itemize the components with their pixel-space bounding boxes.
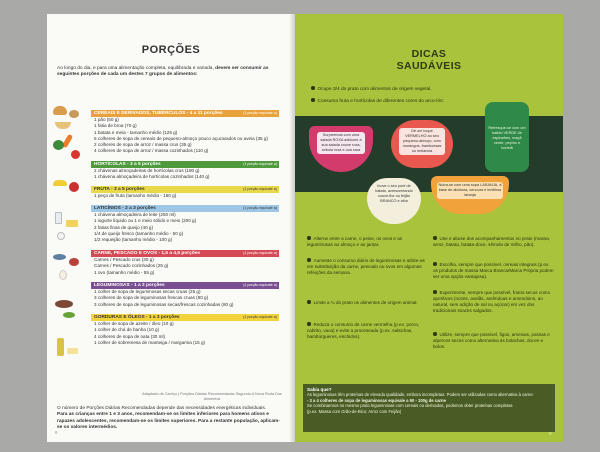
tip-bullet: Alterne entre a carne, o peixe, os ovos e as leguminosas ao almoço e ao jantar. [307,236,403,247]
group-title-bar: HORTÍCOLAS - 3 a 5 porções (1 porção equivale a) [91,161,279,168]
portion-line: 1 peça de fruta (tamanho médio - 160 g) [94,193,177,198]
group-horticolas [91,161,279,181]
portion-line: 1 colher de sopa de leguminosas secas cruas (25 g) [94,289,201,294]
group-title-bar: CARNE, PESCADO E OVOS - 1,5 a 4,5 porções (1 porção equivale a) [91,250,279,257]
bowl-caption: Surpreenda com uma salada ROXA adicione à sua salada couve roxa, cebola roxa e uva rosa [317,132,365,154]
fish-icon [53,254,66,260]
bowl-caption: Refresque-se com um batido VERDE de espinafres, maçã verde, pepino e hortelã [488,126,526,150]
bullet-dot-icon [311,86,315,90]
bullet-dot-icon [307,236,311,240]
portion-line: 5 colheres de sopa de cereais de pequeno-almoço pouco açucarados ou aveia (35 g) [94,135,268,141]
tip-bullet: Aumente o consumo diário de leguminosas e utilize-as em substituição da carne, pescado ou ovos em algumas refeições da semana. [307,258,425,275]
portion-line: 4 colheres de sopa de arroz / massa cozinhados (110 g) [94,148,209,154]
bowl-caption: Inove o seu puré de batata, acrescentando couve-flor ou feijão BRANCO e alho [375,184,413,203]
tip-bullet: Limite a ¼ do prato os alimentos de origem animal. [307,300,425,306]
portion-line: 1 iogurte líquido ou 1 e meio sólido e meio (200 g) [94,218,197,224]
broccoli-icon [53,140,64,150]
group-title-bar: CEREAIS E DERIVADOS, TUBÉRCULOS - 4 a 11 porções (1 porção equivale a) [91,110,279,117]
bullet-dot-icon [433,290,437,294]
tip-bullet: Reduza o consumo de carne vermelha (p.ex. porco, cabrito, vaca) e evite a processada (p.ex. salsichas, hambúrgueres, enchidos). [307,322,420,339]
bread-icon [53,106,67,115]
egg-icon [59,270,67,280]
rainbow-dishes-band [295,116,563,192]
info-line: As leguminosas têm proteínas de elevada qualidade, embora incompletas. Podem ser utilizadas como alternativa à carne: [307,392,534,397]
tip-bullet: Consuma fruta e hortícolas de diferentes cores do arco-íris: [311,98,551,105]
apple-icon [69,182,79,192]
yogurt-icon [57,232,65,240]
portion-line: 2 colheres de sopa de arroz / massa crus (35 g) [94,142,192,148]
footnote-text: O número de Porções Diárias Recomendadas depende das necessidades energéticas individuais. Para as crianças entre 1 e 3 anos, recomendam-se os limites inferiores para homens ativos e rapazes adolescentes, recomendam-se os limites superiores. Para a restante população, aplicam-se os valores intermédios. [57,406,280,431]
green-smoothie-icon [485,102,529,172]
bullet-dot-icon [433,262,437,266]
purple-bowl-icon [309,126,373,172]
tip-bullet: Utilize, sempre que possível, figos, ameixas, passas e alperces secos como alternativa às bolachas, doces e bolos. [433,332,550,349]
portion-line: 1 fatia de broa (70 g) [94,123,137,129]
group-title-bar: GORDURAS E ÓLEOS - 1 a 3 porções (1 porção equivale a) [91,314,279,321]
cereal-bowl-icon [55,122,71,129]
group-carne-pescado-ovos [91,250,279,276]
portion-line: 3 colheres de sopa de leguminosas frescas cruas (80 g) [94,295,209,301]
bowl-caption: Dê um toque VERMELHO ao seu pequeno-almoço, com morangos, framboesas ou melancia [399,128,445,155]
intro-text: Ao longo do dia, e para uma alimentação completa, equilibrada e variada, devem ser consumir as seguintes porções de cada um destes 7 grupos de alimentos: [57,66,269,78]
info-title: Sabia que? [307,387,332,392]
portion-line: 4 colheres de sopa de nata (30 ml) [94,333,165,339]
oil-bottle-icon [57,338,64,356]
banana-icon [53,180,67,186]
portion-line: Carnes / Pescado crus (30 g) [94,257,154,262]
bullet-dot-icon [307,258,311,262]
portion-line: 1 colher de sobremesa de manteiga / margarina (15 g) [94,339,206,345]
source-credit: Adaptado de Carriço | Porções Diárias Recomendadas Segundo A Nova Roda Dos Alimentos [142,392,282,401]
page-title-dicas-saudaveis: DICAS SAUDÁVEIS [396,48,462,72]
group-cereais [91,110,279,155]
left-page [47,14,295,442]
tip-bullet: Ocupe 3/4 do prato com alimentos de origem vegetal. [311,86,551,93]
group-gorduras-oleos [91,314,279,346]
red-bowl-icon [391,120,453,168]
right-page [295,14,563,442]
portion-line: 2 chávenas almoçadeiras de hortícolas crus (180 g) [94,168,200,173]
tomato-icon [71,150,80,159]
milk-icon [55,212,62,224]
portion-line: 3 colheres de sopa de leguminosas secas/frescas cozinhadas (80 g) [94,301,234,307]
info-line: (p.ex. Massa com Grão-de-Bico; Arroz com Feijão) [307,408,402,414]
potato-icon [69,110,79,118]
bullet-dot-icon [307,300,311,304]
group-title-bar: LATICÍNIOS - 2 a 3 porções (1 porção equivale a) [91,205,279,212]
tip-bullet: Experimente, sempre que possível, frutos secos como aperitivos (nozes, avelãs, amêndoas e amendoins, ao natural, sem adição de sal ou açúcar) em vez dos tradicionais snacks salgados. [433,290,551,313]
page-number-right: 9 [549,431,552,436]
portion-line: 1 batata e meia - tamanho médio (125 g) [94,129,178,135]
tip-bullet: Escolha, sempre que possível, cereais integrais (p.ex. os produtos de massa Marca Branca/Marca Própria podem ser uma opção vantajosa). [433,262,554,279]
bowl-caption: Nutra-se com uma sopa LARANJA, à base de abóbora, cenoura e lentilhas laranja [438,183,502,197]
portion-line: 1 colher de sopa de azeite / óleo (10 g) [94,321,174,326]
portion-line: 1 ovo (tamanho médio - 55 g) [94,269,155,275]
beans-icon [55,300,73,308]
tip-bullet: Use e abuse dos acompanhamentos no prato (massa, arroz, batata, batata-doce, sêmola de milho, pão). [433,236,551,247]
info-line: - 3 a 4 colheres de sopa de leguminosas equivale a 90 - 100g de carne [307,397,446,403]
bullet-dot-icon [433,236,437,240]
peas-icon [63,312,75,318]
group-laticinios [91,205,279,243]
food-illustrations [51,104,85,384]
page-number-left: 8 [55,430,58,435]
bullet-dot-icon [307,322,311,326]
portion-line: Carnes / Pescado cozinhados (25 g) [94,263,169,269]
group-title-bar: LEGUMINOSAS - 1 a 2 porções (1 porção equivale a) [91,282,279,289]
info-line: Se combinarmos no mesmo prato leguminosas com cereais ou derivados, podemos obter proteínas completas [307,403,513,409]
portion-line: 1 chávena almoçadeira de leite (250 ml) [94,212,176,217]
portion-line: 1 colher de chá de banha (10 g) [94,327,160,333]
portion-line: 2 fatias finas de queijo (40 g) [94,224,153,230]
group-fruta [91,186,279,199]
group-leguminosas [91,282,279,308]
bullet-dot-icon [433,332,437,336]
group-title-bar: FRUTA - 3 a 5 porções (1 porção equivale a) [91,186,279,193]
portion-line: 1/2 requeijão (tamanho médio - 100 g) [94,237,173,243]
butter-icon [67,348,78,354]
bullet-dot-icon [311,98,315,102]
page-title-porcoes: PORÇÕES [141,44,201,56]
portion-line: 1 chávena almoçadeira de hortícolas cozinhados (140 g) [94,174,210,180]
did-you-know-box [303,384,555,432]
portion-line: 1 pão (50 g) [94,117,119,122]
orange-soup-icon [431,176,509,214]
cheese-icon [66,220,78,227]
meat-icon [69,258,79,266]
white-puree-icon [367,178,421,224]
portion-line: 1/4 de queijo fresco (tamanho médio - 50 g) [94,230,184,236]
